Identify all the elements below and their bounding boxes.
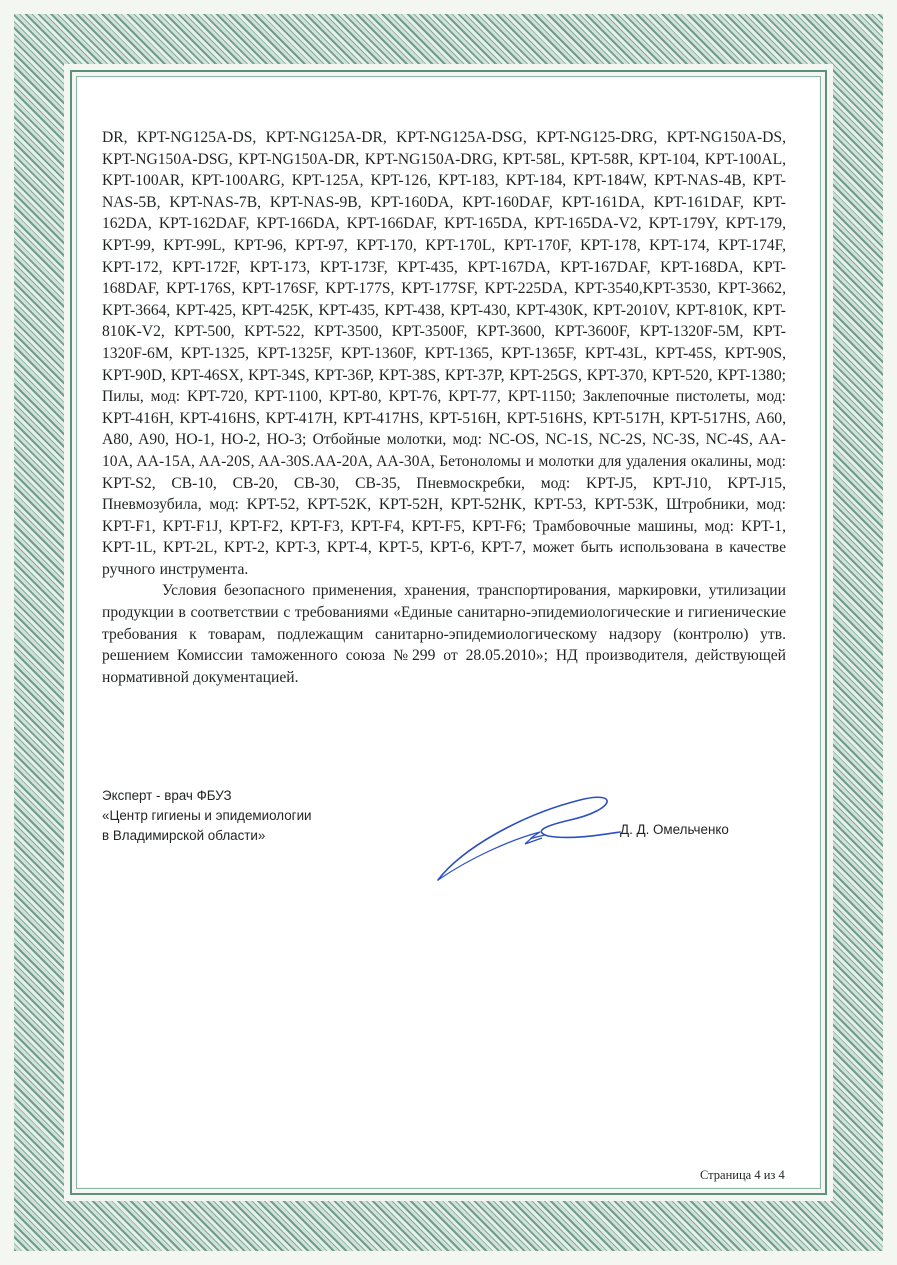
- expert-title: Эксперт - врач ФБУЗ: [102, 788, 232, 803]
- document-body: [102, 127, 786, 688]
- signer-name: Д. Д. Омельченко: [620, 822, 729, 837]
- conditions-paragraph: Условия безопасного применения, хранения, транспортирования, маркировки, утилизации продукции в соответствии с требованиями «Единые санитарно-эпидемиологические и гигиенические требования к товарам, подлежащим санитарно-эпидемиологическому надзору (контролю) утв. решением Комиссии таможенного союза №299 от 28.05.2010»; НД производителя, действующей нормативной документацией.: [102, 582, 786, 686]
- expert-block: [102, 786, 402, 846]
- products-paragraph: DR, KPT-NG125A-DS, KPT-NG125A-DR, KPT-NG125A-DSG, KPT-NG125-DRG, KPT-NG150A-DS, KPT-NG150A-DSG, KPT-NG150A-DR, KPT-NG150A-DRG, KPT-58L, KPT-58R, KPT-104, KPT-100AL, KPT-100AR, KPT-100ARG, KPT-125A, KPT-126, KPT-183, KPT-184, KPT-184W, KPT-NAS-4B, KPT-NAS-5B, KPT-NAS-7B, KPT-NAS-9B, KPT-160DA, KPT-160DAF, KPT-161DA, KPT-161DAF, KPT-162DA, KPT-162DAF, KPT-166DA, KPT-166DAF, KPT-165DA, KPT-165DA-V2, KPT-179Y, KPT-179, KPT-99, KPT-99L, KPT-96, KPT-97, KPT-170, KPT-170L, KPT-170F, KPT-178, KPT-174, KPT-174F, KPT-172, KPT-172F, KPT-173, KPT-173F, KPT-435, KPT-167DA, KPT-167DAF, KPT-168DA, KPT-168DAF, KPT-176S, KPT-176SF, KPT-177S, KPT-177SF, KPT-225DA, KPT-3540,KPT-3530, KPT-3662, KPT-3664, KPT-425, KPT-425K, KPT-435, KPT-438, KPT-430, KPT-430K, KPT-2010V, KPT-810K, KPT-810K-V2, KPT-500, KPT-522, KPT-3500, KPT-3500F, KPT-3600, KPT-3600F, KPT-1320F-5M, KPT-1320F-6M, KPT-1325, KPT-1325F, KPT-1360F, KPT-1365, KPT-1365F, KPT-43L, KPT-45S, KPT-90S, KPT-90D, KPT-46SX, KPT-34S, KPT-36P, KPT-38S, KPT-37P, KPT-25GS, KPT-370, KPT-520, KPT-1380; Пилы, мод: KPT-720, KPT-1100, KPT-80, KPT-76, KPT-77, KPT-1150; Заклепочные пистолеты, мод: KPT-416H, KPT-416HS, KPT-417H, KPT-417HS, KPT-516H, KPT-516HS, KPT-517H, KPT-517HS, A60, A80, A90, HO-1, HO-2, HO-3; Отбойные молотки, мод: NC-OS, NC-1S, NC-2S, NC-3S, NC-4S, AA-10A, AA-15A, AA-20S, AA-30S.AA-20A, AA-30A, Бетоноломы и молотки для удаления окалины, мод: KPT-S2, CB-10, CB-20, CB-30, CB-35, Пневмоскребки, мод: KPT-J5, KPT-J10, KPT-J15, Пневмозубила, мод: KPT-52, KPT-52K, KPT-52H, KPT-52HK, KPT-53, KPT-53K, Штробники, мод: KPT-F1, KPT-F1J, KPT-F2, KPT-F3, KPT-F4, KPT-F5, KPT-F6; Трамбовочные машины, мод: KPT-1, KPT-1L, KPT-2L, KPT-2, KPT-3, KPT-4, KPT-5, KPT-6, KPT-7, может быть использована в качестве ручного инструмента.: [102, 129, 786, 578]
- expert-organization: «Центр гигиены и эпидемиологии: [102, 808, 312, 823]
- expert-region: в Владимирской области»: [102, 828, 266, 843]
- signature-image: [430, 780, 630, 890]
- page-number: Страница 4 из 4: [700, 1168, 785, 1182]
